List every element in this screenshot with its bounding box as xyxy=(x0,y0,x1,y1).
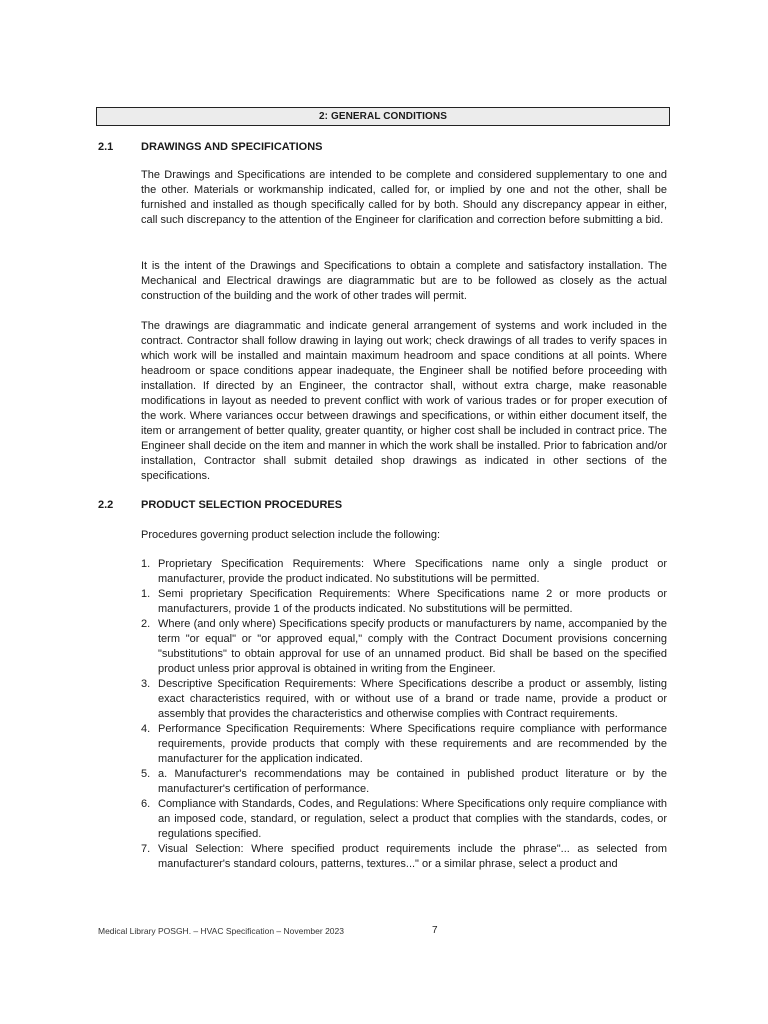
footer-document-title: Medical Library POSGH. – HVAC Specification – November 2023 xyxy=(98,926,344,936)
list-marker: 1. xyxy=(141,588,151,600)
list-item-text: Proprietary Specification Requirements: Where Specifications name only a single product or manufacturer, provide the product indicated. No substitutions will be permitted. xyxy=(158,558,667,585)
section-title: DRAWINGS AND SPECIFICATIONS xyxy=(141,141,323,153)
list-item xyxy=(141,722,667,767)
list-item-text: Visual Selection: Where specified product requirements include the phrase"... as selected from manufacturer's standard colours, patterns, textures..." or a similar phrase, select a product and xyxy=(158,843,667,870)
list-item-text: Descriptive Specification Requirements: Where Specifications describe a product or assembly, listing exact characteristics required, with or without use of a brand or trade name, provide a product or assembly that provides the characteristics and otherwise complies with Contract requirements. xyxy=(158,678,667,720)
list-item-text: Where (and only where) Specifications specify products or manufacturers by name, accompanied by the term "or equal" or "or approved equal," comply with the Contract Document provisions concerning "substitutions" to obtain approval for use of an unnamed product. Bid shall be based on the specified product unless prior approval is obtained in writing from the Engineer. xyxy=(158,618,667,675)
list-item-text: Semi proprietary Specification Requirements: Where Specifications name 2 or more products or manufacturers, provide 1 of the products indicated. No substitutions will be permitted. xyxy=(158,588,667,615)
list-item xyxy=(141,677,667,722)
list-item xyxy=(141,617,667,677)
paragraph: The Drawings and Specifications are intended to be complete and considered supplementary to one and the other. Materials or workmanship indicated, called for, or implied by one and not the other, shall be furnished and installed as though specifically called for by both. Should any discrepancy appear in either, call such discrepancy to the attention of the Engineer for clarification and correction before submitting a bid. xyxy=(141,169,667,226)
section-number: 2.1 xyxy=(98,141,114,153)
list-item xyxy=(141,842,667,872)
paragraph: It is the intent of the Drawings and Specifications to obtain a complete and satisfactory installation. The Mechanical and Electrical drawings are diagrammatic but are to be followed as closely as the actual construction of the building and the work of other trades will permit. xyxy=(141,260,667,302)
section-number: 2.2 xyxy=(98,499,114,511)
procedure-list xyxy=(141,557,667,872)
list-item xyxy=(141,557,667,587)
section-title: PRODUCT SELECTION PROCEDURES xyxy=(141,499,343,511)
list-item-text: Performance Specification Requirements: Where Specifications require compliance with performance requirements, provide products that comply with these requirements and are recommended by the manufacturer for the application indicated. xyxy=(158,723,667,765)
list-marker: 7. xyxy=(141,843,151,855)
list-marker: 2. xyxy=(141,618,151,630)
list-item-text: a. Manufacturer's recommendations may be contained in published product literature or by the manufacturer's certification of performance. xyxy=(158,768,667,795)
paragraph: Procedures governing product selection include the following: xyxy=(141,529,441,541)
page-number: 7 xyxy=(432,925,438,936)
paragraph: The drawings are diagrammatic and indicate general arrangement of systems and work included in the contract. Contractor shall follow drawing in laying out work; check drawings of all trades to verify spaces in which work will be installed and maintain maximum headroom and space conditions at all points. Where headroom or space conditions appear inadequate, the Engineer shall be notified before proceeding with installation. If directed by an Engineer, the contractor shall, without extra charge, make reasonable modifications in layout as needed to prevent conflict with work of various trades or for proper execution of the work. Where variances occur between drawings and specifications, or within either document itself, the item or arrangement of better quality, greater quantity, or higher cost shall be included in contract price. The Engineer shall decide on the item and manner in which the work shall be installed. Prior to fabrication and/or installation, Contractor shall submit detailed shop drawings as indicated in other sections of the specifications. xyxy=(141,320,667,482)
list-marker: 1. xyxy=(141,558,151,570)
list-marker: 3. xyxy=(141,678,151,690)
list-item-text: Compliance with Standards, Codes, and Regulations: Where Specifications only require compliance with an imposed code, standard, or regulation, select a product that complies with the standards, codes, or regulations specified. xyxy=(158,798,667,840)
list-marker: 6. xyxy=(141,798,151,810)
list-item xyxy=(141,587,667,617)
list-item xyxy=(141,797,667,842)
list-item xyxy=(141,767,667,797)
list-marker: 4. xyxy=(141,723,151,735)
list-marker: 5. xyxy=(141,768,151,780)
chapter-banner: 2: GENERAL CONDITIONS xyxy=(96,107,670,126)
